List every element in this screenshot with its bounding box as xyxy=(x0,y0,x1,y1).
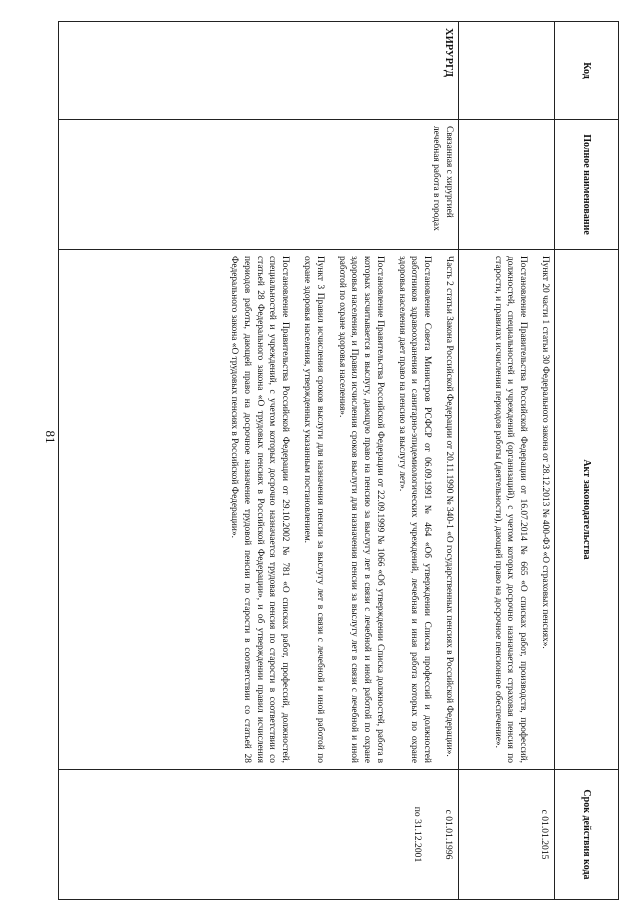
act-paragraph: Постановление Правительства Российской Федерации от 22.09.1999 № 1066 «Об утверждении Списка должностей, работа в которых засчитывается в выслугу, дающую право на пенсию за выслугу лет в связи с лечебной и иной работой по охране здоровья населения, и Правил исчисления сроков выслуги для назначения пенсии за выслугу лет в связи с лечебной и иной работой по охране здоровья населения». xyxy=(336,256,385,763)
legislation-table xyxy=(58,21,619,900)
act-paragraph: Постановление Правительства Российской Федерации от 16.07.2014 № 665 «О списках работ, производств, профессий, должностей, специальностей и учреждений (организаций), с учетом которых досрочно назначается страховая пенсия по старости, и правилах исчисления периодов работы (деятельности), дающей право на досрочное пенсионное обеспечение». xyxy=(492,256,529,763)
act-paragraph: Постановление Правительства Российской Федерации от 29.10.2002 № 781 «О списках работ, профессий, должностей, специальностей и учреждений, с учетом которых досрочно назначается трудовая пенсия по старости в соответствии со статьей 28 Федерального закона «О трудовых пенсиях в Российской Федерации», и об утверждении правил исчисления периодов работы, дающей право на досрочное назначение трудовой пенсии по старости в соответствии со статьей 28 Федерального закона «О трудовых пенсиях в Российской Федерации». xyxy=(229,256,291,763)
period-end: по 31.12.2001 xyxy=(411,806,423,863)
act-paragraph: Часть 2 статьи Закона Российской Федерации от 20.11.1990 № 340-1 «О государственных пенсиях в Российской Федерации». xyxy=(444,256,454,757)
row-acts xyxy=(459,250,555,770)
row-validity-period xyxy=(459,770,555,900)
row-code: ХИРУРГД xyxy=(59,22,459,120)
header-full-name: Полное наименование xyxy=(555,120,619,250)
table-row xyxy=(59,22,459,900)
row-code xyxy=(459,22,555,120)
row-acts xyxy=(59,250,459,770)
table-header-row xyxy=(555,22,619,900)
row-full-name xyxy=(459,120,555,250)
table-row xyxy=(459,22,555,900)
act-paragraph: Постановление Совета Министров РСФСР от 06.09.1991 № 464 «Об утверждении Списка профессий и должностей работников здравоохранения и санитарно-эпидемиологических учреждений, лечебная и иная работа которых по охране здоровья населения дает право на пенсию за выслугу лет». xyxy=(396,256,433,763)
act-paragraph: Пункт 20 части 1 статьи 30 Федерального закона от 28.12.2013 № 400-ФЗ «О страховых пенсиях». xyxy=(540,256,550,649)
act-paragraph: Пункт 3 Правил исчисления сроков выслуги для назначения пенсии за выслугу лет в связи с лечебной и иной работой по охране здоровья населения, утвержденных указанным постановлением. xyxy=(301,256,325,763)
period-start: с 01.01.2015 xyxy=(539,809,550,860)
period-start: с 01.01.1996 xyxy=(443,809,454,860)
row-full-name: Связанная с хирургией лечебная работа в городах xyxy=(59,120,459,250)
header-validity-period: Срок действия кода xyxy=(555,770,619,900)
header-legislation-act: Акт законодательства xyxy=(555,250,619,770)
header-code: Код xyxy=(555,22,619,120)
row-validity-period xyxy=(59,770,459,900)
page-number: 81 xyxy=(43,430,58,444)
